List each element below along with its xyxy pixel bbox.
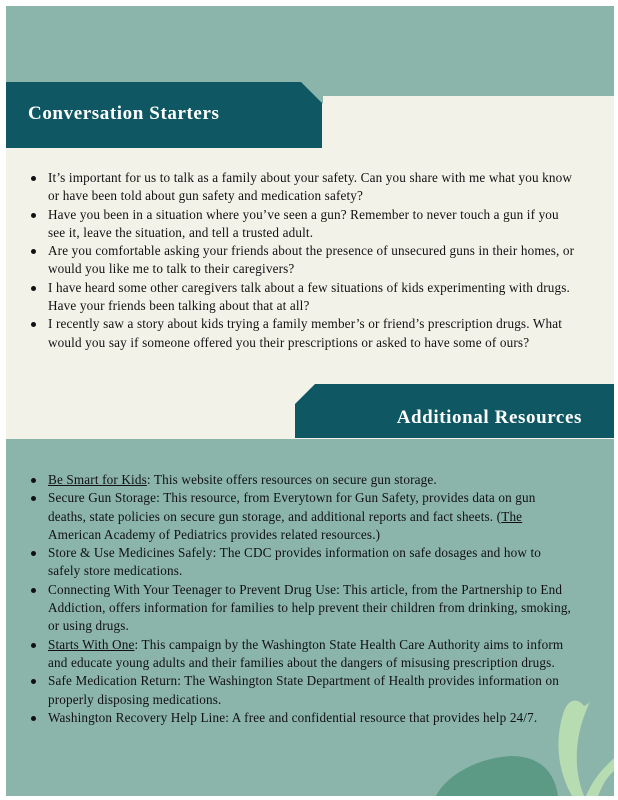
list-item: It’s important for us to talk as a family about your safety. Can you share with me what you know or have been told about gun safety and medication safety?: [28, 169, 576, 206]
starts-with-one-link[interactable]: Starts With One: [48, 636, 135, 652]
list-item: Have you been in a situation where you’ve seen a gun? Remember to never touch a gun if you see it, leave the situation, and tell a trusted adult.: [28, 206, 576, 243]
be-smart-for-kids-link[interactable]: Be Smart for Kids: [48, 472, 147, 487]
aap-resources-link[interactable]: The: [501, 508, 523, 524]
list-item: Store & Use Medicines Safely: The CDC provides information on safe dosages and how to safely store medications.: [28, 544, 576, 581]
conversation-heading: Conversation Starters: [28, 103, 220, 124]
list-item: Be Smart for Kids: This website offers resources on secure gun storage.: [28, 471, 576, 489]
resources-list: [28, 471, 576, 727]
list-item: Are you comfortable asking your friends about the presence of unsecured guns in their homes, or would you like me to talk to their caregivers?: [28, 242, 576, 279]
resources-heading: Additional Resources: [396, 407, 582, 428]
list-item: Connecting With Your Teenager to Prevent Drug Use: This article, from the Partnership to End Addiction, offers information for families to help prevent their children from drinking, smoking, or using drugs.: [28, 581, 576, 636]
list-item: Safe Medication Return: The Washington State Department of Health provides information on properly disposing medications.: [28, 672, 576, 709]
list-item: I have heard some other caregivers talk about a few situations of kids experimenting with drugs. Have your friends been talking about that at all?: [28, 279, 576, 316]
list-item: Starts With One: This campaign by the Washington State Health Care Authority aims to inform and educate young adults and their families about the dangers of misusing prescription drugs.: [28, 636, 576, 673]
document-page: [6, 6, 614, 796]
list-item: Washington Recovery Help Line: A free and confidential resource that provides help 24/7.: [28, 709, 576, 727]
list-item: Secure Gun Storage: This resource, from Everytown for Gun Safety, provides data on gun deaths, state policies on secure gun storage, and additional reports and fact sheets. (The American Academy of Pediatrics provides related resources.): [28, 489, 576, 544]
list-item: I recently saw a story about kids trying a family member’s or friend’s prescription drugs. What would you say if someone offered you their prescriptions or asked to have some of ours?: [28, 315, 576, 352]
